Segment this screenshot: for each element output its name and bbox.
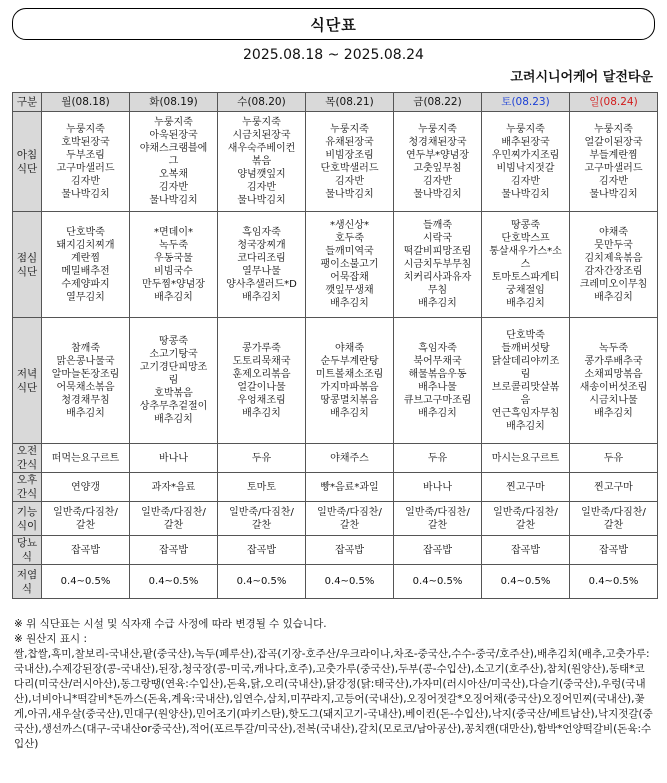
menu-cell-low-salt-diet-sun: 0.4~0.5% (570, 565, 658, 599)
menu-cell-low-salt-diet-wed: 0.4~0.5% (218, 565, 306, 599)
menu-title: 식단표 (12, 8, 655, 40)
menu-cell-breakfast-fri: 누룽지죽 청경채된장국 연두부*양념장 고춧잎무침 김자반 물나박김치 (394, 112, 482, 212)
menu-cell-diabetic-diet-wed: 잡곡밥 (218, 536, 306, 565)
menu-cell-lunch-fri: 들깨죽 시락국 떡갈비피망조림 시금치두부무침 치커리사과유자 무침 배추김치 (394, 212, 482, 318)
menu-cell-am-snack-sat: 마시는요구르트 (482, 444, 570, 473)
menu-cell-pm-snack-mon: 연양갱 (42, 473, 130, 502)
menu-cell-lunch-tue: *면데이* 녹두죽 우동국물 비빔국수 만두찜*양념장 배추김치 (130, 212, 218, 318)
menu-cell-lunch-sat: 땅콩죽 단호박스프 통살새우가스*소 스 토마토스파게티 궁채절임 배추김치 (482, 212, 570, 318)
menu-cell-dinner-mon: 참깨죽 맑은콩나물국 알마늘돈장조림 어묵채소볶음 청경채무침 배추김치 (42, 318, 130, 444)
menu-cell-dinner-sat: 단호박죽 들깨버섯탕 닭살데리야끼조 림 브로콜리맛살볶 음 연근흑임자무침 배추김치 (482, 318, 570, 444)
menu-cell-function-diet-sun: 일반죽/다짐찬/ 갈찬 (570, 502, 658, 536)
menu-cell-pm-snack-wed: 토마토 (218, 473, 306, 502)
day-header-mon: 월(08.18) (42, 93, 130, 112)
menu-cell-breakfast-thu: 누룽지죽 유채된장국 비빔장조림 단호박샐러드 김자반 물나박김치 (306, 112, 394, 212)
menu-cell-dinner-wed: 콩가루죽 도토리묵채국 훈제오리볶음 얼갈이나물 우엉채조림 배추김치 (218, 318, 306, 444)
menu-cell-pm-snack-sat: 찐고구마 (482, 473, 570, 502)
header-row (13, 93, 658, 112)
row-am-snack (13, 444, 658, 473)
menu-cell-lunch-thu: *생신상* 호두죽 들깨미역국 팽이소불고기 어묵잡채 깻잎무생채 배추김치 (306, 212, 394, 318)
menu-cell-am-snack-fri: 두유 (394, 444, 482, 473)
corner-cell: 구분 (13, 93, 42, 112)
menu-cell-diabetic-diet-sat: 잡곡밥 (482, 536, 570, 565)
menu-cell-function-diet-fri: 일반죽/다짐찬/ 갈찬 (394, 502, 482, 536)
menu-cell-diabetic-diet-thu: 잡곡밥 (306, 536, 394, 565)
menu-cell-am-snack-sun: 두유 (570, 444, 658, 473)
menu-cell-lunch-mon: 단호박죽 돼지김치찌개 계란찜 메밀배추전 수제양파지 열무김치 (42, 212, 130, 318)
day-header-sat: 토(08.23) (482, 93, 570, 112)
menu-cell-low-salt-diet-tue: 0.4~0.5% (130, 565, 218, 599)
row-label-dinner: 저녁 식단 (13, 318, 42, 444)
menu-cell-low-salt-diet-mon: 0.4~0.5% (42, 565, 130, 599)
menu-cell-low-salt-diet-thu: 0.4~0.5% (306, 565, 394, 599)
menu-cell-am-snack-wed: 두유 (218, 444, 306, 473)
menu-cell-function-diet-mon: 일반죽/다짐찬/ 갈찬 (42, 502, 130, 536)
row-diabetic-diet (13, 536, 658, 565)
menu-cell-breakfast-sun: 누룽지죽 얼갈이된장국 부들계란찜 고구마샐러드 김자반 물나박김치 (570, 112, 658, 212)
menu-cell-lunch-sun: 야채죽 뭇만두국 김치제육볶음 감자간장조림 크레미오이무침 배추김치 (570, 212, 658, 318)
menu-cell-pm-snack-sun: 찐고구마 (570, 473, 658, 502)
menu-cell-am-snack-tue: 바나나 (130, 444, 218, 473)
row-breakfast (13, 112, 658, 212)
row-function-diet (13, 502, 658, 536)
menu-cell-function-diet-wed: 일반죽/다짐찬/ 갈찬 (218, 502, 306, 536)
row-label-breakfast: 아침 식단 (13, 112, 42, 212)
menu-cell-dinner-fri: 흑임자죽 북어무채국 해물볶음우동 배추나물 큐브고구마조림 배추김치 (394, 318, 482, 444)
row-label-diabetic-diet: 당뇨 식 (13, 536, 42, 565)
menu-cell-diabetic-diet-sun: 잡곡밥 (570, 536, 658, 565)
menu-cell-diabetic-diet-tue: 잡곡밥 (130, 536, 218, 565)
row-lunch (13, 212, 658, 318)
weekly-menu-table (12, 92, 658, 599)
menu-cell-diabetic-diet-mon: 잡곡밥 (42, 536, 130, 565)
notes-section (14, 617, 654, 752)
notes-origin-heading: ※ 원산지 표시 : (14, 633, 88, 645)
menu-cell-diabetic-diet-fri: 잡곡밥 (394, 536, 482, 565)
notes-change-notice: ※ 위 식단표는 시설 및 식자재 수급 사정에 따라 변경될 수 있습니다. (14, 618, 327, 630)
menu-cell-lunch-wed: 흑임자죽 청국장찌개 코다리조림 열무나물 양사추샐러드*D 배추김치 (218, 212, 306, 318)
date-range: 2025.08.18 ~ 2025.08.24 (243, 47, 424, 63)
day-header-wed: 수(08.20) (218, 93, 306, 112)
menu-cell-pm-snack-fri: 바나나 (394, 473, 482, 502)
day-header-fri: 금(08.22) (394, 93, 482, 112)
menu-body (13, 112, 658, 599)
row-low-salt-diet (13, 565, 658, 599)
menu-cell-breakfast-mon: 누룽지죽 호박된장국 두부조림 고구마샐러드 김자반 물나박김치 (42, 112, 130, 212)
menu-cell-low-salt-diet-fri: 0.4~0.5% (394, 565, 482, 599)
menu-cell-low-salt-diet-sat: 0.4~0.5% (482, 565, 570, 599)
menu-cell-breakfast-wed: 누룽지죽 시금치된장국 새우숙주베이컨 볶음 양념깻잎지 김자반 물나박김치 (218, 112, 306, 212)
menu-cell-pm-snack-thu: 빵*음료*과일 (306, 473, 394, 502)
menu-cell-function-diet-thu: 일반죽/다짐찬/ 갈찬 (306, 502, 394, 536)
menu-cell-breakfast-tue: 누룽지죽 아욱된장국 야채스크램블에 그 오복채 김자반 물나박김치 (130, 112, 218, 212)
menu-cell-function-diet-tue: 일반죽/다짐찬/ 갈찬 (130, 502, 218, 536)
facility-name: 고려시니어케어 달전타운 (510, 70, 653, 85)
row-label-lunch: 점심 식단 (13, 212, 42, 318)
menu-cell-function-diet-sat: 일반죽/다짐찬/ 갈찬 (482, 502, 570, 536)
menu-cell-dinner-sun: 녹두죽 콩가루배추국 소채피망볶음 새송이버섯조림 시금치나물 배추김치 (570, 318, 658, 444)
menu-cell-am-snack-thu: 야채주스 (306, 444, 394, 473)
row-label-pm-snack: 오후 간식 (13, 473, 42, 502)
row-label-function-diet: 기능 식이 (13, 502, 42, 536)
day-header-tue: 화(08.19) (130, 93, 218, 112)
day-header-thu: 목(08.21) (306, 93, 394, 112)
row-label-am-snack: 오전 간식 (13, 444, 42, 473)
menu-cell-dinner-thu: 야채죽 순두부계란탕 미트볼채소조림 가지마파볶음 땅콩멸치볶음 배추김치 (306, 318, 394, 444)
row-label-low-salt-diet: 저염 식 (13, 565, 42, 599)
day-header-sun: 일(08.24) (570, 93, 658, 112)
menu-cell-pm-snack-tue: 과자*음료 (130, 473, 218, 502)
origin-list: 쌀,찹쌀,흑미,찰보리-국내산,팥(중국산),녹두(페루산),잡곡(기장-호주산/우크라이나,차조-중국산,수수-중국/호주산),배추김치(배추,고춧가루:국내산),수제강된장(콩-국내산),된장,청국장(콩-미국,캐나다,호주),고춧가루(중국산),두부(콩-수입산),소고기(호주산),참치(원양산),동태*코다리(미국산/러시아산),동그랑땡(연육:수입산),돈육,닭,오리(국내산),닭강정(닭:태국산),가자미(러시아산/미국산),다슬기(중국산),우렁(국내산),너비아니*떡갈비*돈까스(돈육,계육:국내산),임연수,삼치,미꾸라지,고등어(국내산),오징어젓갈*오징어채(중국산)오징어민찌(국내산),꽃게,아귀,새우살(중국산),민대구(원양산),민어조기(파키스탄),핫도그(돼지고기-국내산),베이컨(돈-수입산),낙지(중국산/베트남산),낙지젓갈(중국산),생선까스(대구-국내산or중국산),적어(포르투갈/미국산),전복(국내산),갈치(모로코/남아공산),꽁치캔(대만산),함박*언양떡갈비(돈육:수입산) (14, 648, 653, 750)
menu-cell-am-snack-mon: 떠먹는요구르트 (42, 444, 130, 473)
menu-cell-breakfast-sat: 누룽지죽 배추된장국 우민찌가지조림 비빔낙지젓갈 김자반 물나박김치 (482, 112, 570, 212)
row-dinner (13, 318, 658, 444)
row-pm-snack (13, 473, 658, 502)
menu-cell-dinner-tue: 땅콩죽 소고기탕국 고기경단피망조 림 호박볶음 상추무추겉절이 배추김치 (130, 318, 218, 444)
